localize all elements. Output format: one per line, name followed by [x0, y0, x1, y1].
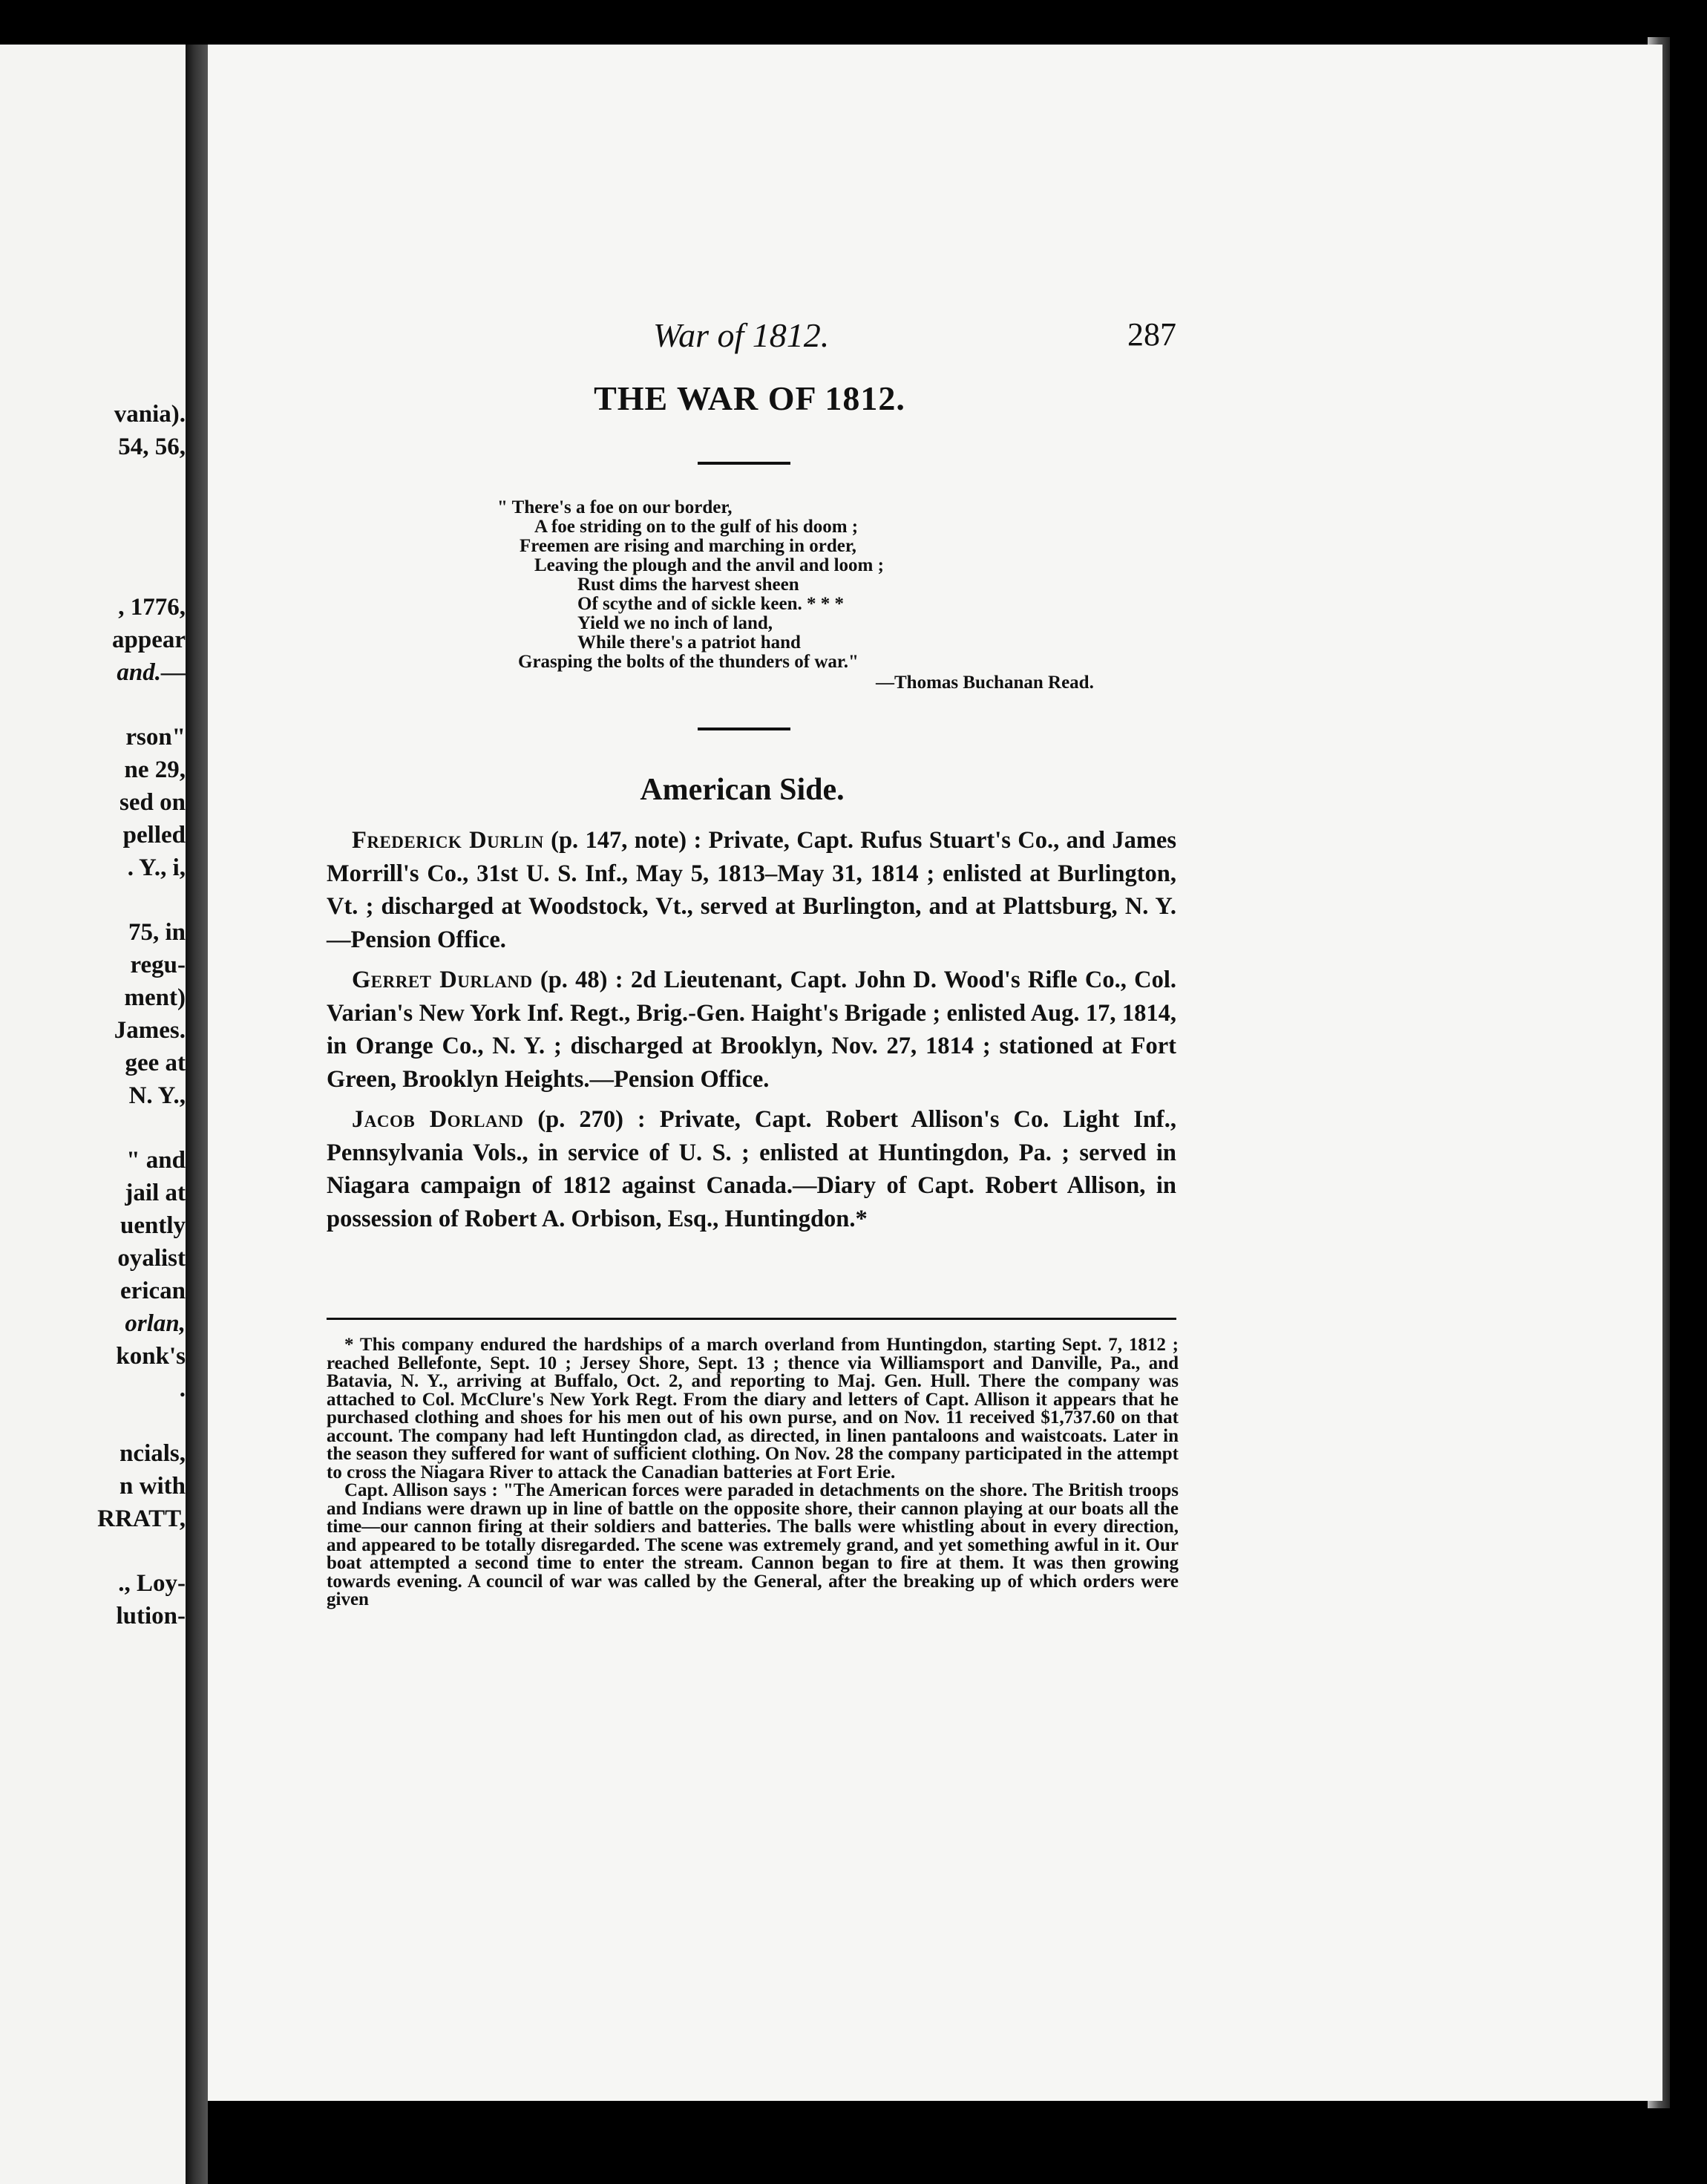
facing-page-fragment: orlan, [125, 1310, 186, 1337]
entry-name: Gerret Durland [352, 967, 533, 993]
entry-text: (p. 270) : Private, Capt. Robert Allison's Co. Light Inf., Pennsylvania Vols., in service of U. S. ; enlisted at Huntingdon, Pa. ; served in Niagara campaign of 1812 against Canada.—Diary of Capt. Robert Allison, in possession of Robert A. Orbison, Esq., Huntingdon.* [327, 1106, 1176, 1232]
running-title: War of 1812. [653, 316, 830, 354]
entry [327, 1103, 1176, 1235]
facing-page-fragment: ncials, [119, 1440, 186, 1467]
facing-page-fragment: and.— [117, 659, 186, 686]
facing-page [0, 45, 186, 2184]
facing-page-fragment: " and [126, 1147, 186, 1174]
facing-page-fragment: ., Loy- [118, 1570, 186, 1597]
facing-page-fragment: 75, in [128, 919, 186, 946]
facing-page-fragment: jail at [125, 1180, 186, 1206]
entries [327, 824, 1176, 1243]
facing-page-fragment: appear [112, 627, 186, 653]
footnote-rule [327, 1318, 1176, 1320]
entry [327, 824, 1176, 956]
facing-page-fragment: ment) [124, 984, 186, 1011]
entry-text: (p. 48) : 2d Lieutenant, Capt. John D. Wood's Rifle Co., Col. Varian's New York Inf. Regt., Brig.-Gen. Haight's Brigade ; enlisted Aug. 17, 1814, in Orange Co., N. Y. ; discharged at Brooklyn, Nov. 27, 1814 ; stationed at Fort Green, Brooklyn Heights.—Pension Office. [327, 967, 1176, 1093]
facing-page-fragment: pelled [122, 822, 186, 849]
section-rule [698, 728, 790, 730]
facing-page-fragment: erican [120, 1278, 186, 1304]
facing-page-fragment: RRATT, [97, 1505, 186, 1532]
epigraph-line: Freemen are rising and marching in order, [520, 536, 856, 556]
entry-text: (p. 147, note) : Private, Capt. Rufus Stuart's Co., and James Morrill's Co., 31st U. S. Inf., May 5, 1813–May 31, 1814 ; enlisted at Burlington, Vt. ; discharged at Woodstock, Vt., served at Burlington, and at Plattsburg, N. Y.—Pension Office. [327, 827, 1176, 953]
facing-page-fragment: rson" [125, 724, 186, 751]
chapter-title: THE WAR OF 1812. [594, 379, 905, 417]
footnote-paragraph: Capt. Allison says : "The American forces were paraded in detachments on the shore. The British troops and Indians were drawn up in line of battle on the opposite shore, their cannon playing at our boats all the time—our cannon firing at their soldiers and batteries. The balls were whistling about in every direction, and appeared to be totally disregarded. The scene was extremely grand, and yet something awful in it. Our boat attempted a second time to enter the stream. Cannon began to fire at them. It was then growing towards evening. A council of war was called by the General, after the breaking up of which orders were given [327, 1480, 1179, 1609]
epigraph-line: Yield we no inch of land, [577, 613, 773, 633]
facing-page-fragment: 54, 56, [118, 434, 186, 460]
epigraph-line: Of scythe and of sickle keen. * * * [577, 594, 845, 614]
footnote-paragraph: * This company endured the hardships of a march overland from Huntingdon, starting Sept. 7, 1812 ; reached Bellefonte, Sept. 10 ; Jersey Shore, Sept. 13 ; thence via Williamsport and Danville, Pa., and Batavia, N. Y., arriving at Buffalo, Oct. 2, and reporting to Maj. Gen. Hull. There the company was attached to Col. McClure's New York Regt. From the diary and letters of Capt. Allison it appears that he purchased clothing and shoes for his men out of his own purse, and on Nov. 11 received $1,737.60 on that account. The company had left Huntingdon clad, as directed, in linen pantaloons and waistcoats. Later in the season they suffered for want of sufficient clothing. On Nov. 28 the company participated in the attempt to cross the Niagara River to attack the Canadian batteries at Fort Erie. [327, 1335, 1179, 1482]
facing-page-fragment: , 1776, [118, 594, 186, 621]
book-gutter [186, 45, 208, 2184]
facing-page-fragment: regu- [130, 952, 186, 978]
section-heading: American Side. [640, 773, 845, 807]
facing-page-fragment: vania). [114, 401, 186, 428]
facing-page-fragment: lution- [116, 1603, 186, 1629]
facing-page-fragment: n with [119, 1473, 186, 1500]
facing-page-fragment: uently [119, 1212, 186, 1239]
epigraph-line: While there's a patriot hand [577, 632, 801, 653]
entry-name: Frederick Durlin [352, 827, 544, 854]
facing-page-fragment: oyalist [117, 1245, 186, 1272]
epigraph-line: " There's a foe on our border, [497, 497, 733, 517]
epigraph-line: A foe striding on to the gulf of his doom ; [534, 517, 859, 537]
facing-page-fragment: . [179, 1376, 186, 1402]
facing-page-fragment: James. [114, 1017, 186, 1044]
page-number: 287 [1127, 316, 1176, 353]
facing-page-fragment: konk's [116, 1343, 186, 1370]
footnotes [327, 1336, 1179, 1609]
entry-name: Jacob Dorland [352, 1106, 524, 1133]
epigraph-line: Rust dims the harvest sheen [577, 575, 799, 595]
title-rule [698, 462, 790, 465]
facing-page-fragment: gee at [125, 1050, 186, 1076]
facing-page-fragment: N. Y., [128, 1082, 186, 1109]
entry [327, 964, 1176, 1096]
facing-page-fragment: . Y., i, [127, 854, 186, 881]
epigraph-line: Leaving the plough and the anvil and loom ; [534, 555, 884, 575]
epigraph-attribution: —Thomas Buchanan Read. [876, 673, 1094, 693]
facing-page-fragment: sed on [119, 789, 186, 816]
facing-page-fragment: ne 29, [124, 756, 186, 783]
epigraph-line: Grasping the bolts of the thunders of war." [518, 652, 859, 672]
running-head [653, 315, 1176, 360]
